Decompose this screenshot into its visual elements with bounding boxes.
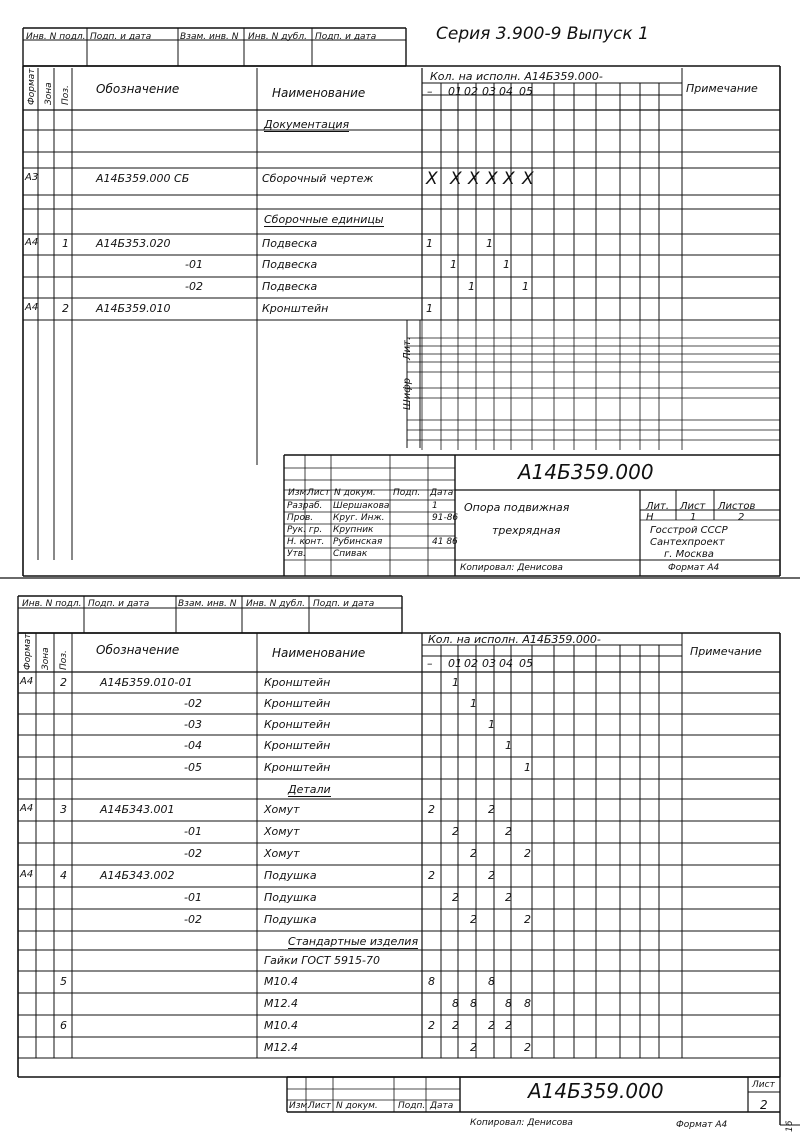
copied-by-2: Копировал: Денисова [470, 1118, 573, 1128]
tb-col-list: Лист [307, 488, 330, 498]
head-designation: Обозначение [96, 82, 180, 96]
qty-cell: 1 [426, 302, 433, 315]
variant2-5: 05 [519, 657, 533, 670]
row2-format: А4 [20, 803, 34, 814]
row2-format: А4 [20, 869, 34, 880]
row2-pos: 3 [60, 803, 67, 816]
side-lit: Лит. [402, 336, 413, 360]
qty2-cell: 1 [470, 697, 477, 710]
row2-pos: 2 [60, 676, 67, 689]
qty-cell: X [486, 169, 498, 189]
row-name: Сборочные единицы [264, 213, 384, 226]
series-label: Серия 3.900-9 Выпуск 1 [436, 24, 649, 44]
tb2-sheet: 2 [760, 1098, 768, 1112]
tb-person: Рубинская [333, 537, 383, 547]
tb-role: Н. конт. [287, 537, 325, 547]
tb-title-2: трехрядная [492, 524, 561, 537]
qty2-cell: 2 [505, 891, 512, 904]
qty-cell: X [468, 169, 480, 189]
row-designation: -02 [185, 280, 203, 293]
tb-col-data: Дата [430, 488, 454, 498]
tb-org-1: Госстрой СССР [650, 525, 728, 536]
row2-designation: -01 [184, 891, 202, 904]
tb-person: Круг. Инж. [333, 513, 385, 523]
row-name: Сборочный чертеж [262, 172, 374, 185]
strip2-inv-dubl: Инв. N дубл. [246, 599, 305, 609]
qty2-cell: 8 [428, 975, 435, 988]
qty2-cell: 2 [488, 1019, 495, 1032]
row-pos: 1 [62, 237, 69, 250]
row2-name: М10.4 [264, 1019, 298, 1032]
row-name: Подвеска [262, 237, 318, 250]
side-cipher: Шифр [402, 377, 413, 410]
head-pos: Поз. [61, 85, 71, 105]
qty-cell: 1 [503, 258, 510, 271]
tb-col-ndoc: N докум. [334, 488, 376, 498]
variant-2: 02 [464, 85, 478, 98]
row-name: Подвеска [262, 258, 318, 271]
row-format: А3 [25, 172, 39, 183]
qty-cell: 1 [426, 237, 433, 250]
qty2-cell: 1 [488, 718, 495, 731]
row2-name: Стандартные изделия [288, 935, 419, 948]
row2-name: Кронштейн [264, 718, 331, 731]
qty2-cell: 8 [488, 975, 495, 988]
variant2-4: 04 [499, 657, 513, 670]
row2-name: Кронштейн [264, 697, 331, 710]
strip-podp-data: Подп. и дата [90, 32, 152, 42]
doc-number-2: А14Б359.000 [528, 1079, 664, 1103]
qty2-cell: 2 [452, 891, 459, 904]
variant-0: – [427, 85, 433, 98]
tb-lit-label: Лит. [646, 501, 670, 512]
strip2-podp-data-2: Подп. и дата [313, 599, 375, 609]
qty2-cell: 2 [488, 803, 495, 816]
tb-sheet-label: Лист [680, 501, 706, 512]
page-number: 16 [785, 1120, 795, 1132]
head2-designation: Обозначение [96, 643, 180, 657]
tb2-col-izm: Изм. [289, 1101, 311, 1111]
row2-name: М10.4 [264, 975, 298, 988]
qty2-cell: 2 [428, 803, 435, 816]
row2-designation: -01 [184, 825, 202, 838]
format-label-1: Формат А4 [668, 563, 720, 573]
row2-name: Кронштейн [264, 676, 331, 689]
tb-date: 1 [432, 501, 438, 511]
qty2-cell: 8 [470, 997, 477, 1010]
row2-name: Подушка [264, 869, 317, 882]
format-label-2: Формат А4 [676, 1120, 728, 1130]
row2-name: М12.4 [264, 997, 298, 1010]
tb-person: Спивак [333, 549, 368, 559]
head-format: Формат [27, 68, 37, 105]
qty2-cell: 2 [488, 869, 495, 882]
row2-name: М12.4 [264, 1041, 298, 1054]
tb2-col-ndoc: N докум. [336, 1101, 378, 1111]
qty-cell: X [426, 169, 438, 189]
qty-cell: 1 [450, 258, 457, 271]
head-qty: Кол. на исполн. А14Б359.000- [430, 70, 603, 83]
tb-role: Разраб. [287, 501, 323, 511]
row2-designation: -03 [184, 718, 202, 731]
head2-pos: Поз. [59, 650, 69, 670]
tb-role: Пров. [287, 513, 314, 523]
row-pos: 2 [62, 302, 69, 315]
row2-pos: 5 [60, 975, 67, 988]
qty2-cell: 2 [470, 913, 477, 926]
row2-name: Детали [288, 783, 331, 796]
row2-designation: -02 [184, 697, 202, 710]
strip-podp-data-2: Подп. и дата [315, 32, 377, 42]
row2-name: Хомут [264, 825, 300, 838]
tb2-sheet-label: Лист [752, 1080, 775, 1090]
tb-org-2: Сантехпроект [650, 537, 725, 548]
tb-title-1: Опора подвижная [464, 501, 570, 514]
head2-qty: Кол. на исполн. А14Б359.000- [428, 633, 601, 646]
tb-col-izm: Изм. [288, 488, 310, 498]
tb-lit: Н [646, 512, 654, 523]
strip-inv-podl: Инв. N подл. [26, 32, 86, 42]
tb-person: Шершакова [333, 501, 390, 511]
variant2-0: – [427, 657, 433, 670]
row-name: Документация [264, 118, 350, 131]
row2-pos: 4 [60, 869, 67, 882]
strip-inv-dubl: Инв. N дубл. [248, 32, 307, 42]
head2-name: Наименование [272, 646, 366, 660]
row-format: А4 [25, 302, 39, 313]
qty2-cell: 2 [428, 1019, 435, 1032]
qty2-cell: 2 [470, 1041, 477, 1054]
qty2-cell: 8 [505, 997, 512, 1010]
row2-name: Кронштейн [264, 761, 331, 774]
strip2-inv-podl: Инв. N подл. [22, 599, 82, 609]
head-name: Наименование [272, 86, 366, 100]
tb-org-3: г. Москва [664, 549, 714, 560]
qty-cell: X [522, 169, 534, 189]
row2-designation: -02 [184, 913, 202, 926]
row2-designation: А14Б359.010-01 [100, 676, 193, 689]
qty2-cell: 2 [524, 847, 531, 860]
qty2-cell: 2 [428, 869, 435, 882]
tb2-col-podp: Подп. [398, 1101, 426, 1111]
variant2-1: 01 [448, 657, 462, 670]
row-format: А4 [25, 237, 39, 248]
variant2-3: 03 [482, 657, 496, 670]
head2-format: Формат [23, 633, 33, 670]
variant-1: 01 [448, 85, 462, 98]
tb-col-podp: Подп. [393, 488, 421, 498]
doc-number: А14Б359.000 [518, 460, 654, 484]
row2-designation: -05 [184, 761, 202, 774]
qty2-cell: 2 [524, 1041, 531, 1054]
row2-name: Хомут [264, 847, 300, 860]
qty2-cell: 1 [452, 676, 459, 689]
strip-vzam-inv: Взам. инв. N [180, 32, 239, 42]
row2-format: А4 [20, 676, 34, 687]
qty2-cell: 2 [505, 825, 512, 838]
qty-cell: 1 [522, 280, 529, 293]
tb-role: Утв. [287, 549, 306, 559]
tb-sheets-label: Листов [718, 501, 756, 512]
qty2-cell: 8 [524, 997, 531, 1010]
qty2-cell: 2 [452, 825, 459, 838]
strip2-podp-data: Подп. и дата [88, 599, 150, 609]
tb-person: Крупник [333, 525, 374, 535]
row2-name: Гайки ГОСТ 5915-70 [264, 954, 380, 967]
qty2-cell: 2 [452, 1019, 459, 1032]
row-name: Подвеска [262, 280, 318, 293]
tb2-col-list: Лист [308, 1101, 331, 1111]
row2-name: Подушка [264, 891, 317, 904]
tb2-col-data: Дата [430, 1101, 454, 1111]
qty-cell: 1 [486, 237, 493, 250]
qty-cell: 1 [468, 280, 475, 293]
strip2-vzam-inv: Взам. инв. N [178, 599, 237, 609]
qty2-cell: 2 [470, 847, 477, 860]
head-zone: Зона [44, 82, 54, 105]
variant-4: 04 [499, 85, 513, 98]
row-designation: -01 [185, 258, 203, 271]
qty2-cell: 2 [505, 1019, 512, 1032]
variant-3: 03 [482, 85, 496, 98]
row2-designation: А14Б343.001 [100, 803, 175, 816]
row2-name: Кронштейн [264, 739, 331, 752]
tb-date: 41 86 [432, 537, 458, 547]
qty-cell: X [503, 169, 515, 189]
qty2-cell: 2 [524, 913, 531, 926]
row2-name: Подушка [264, 913, 317, 926]
qty-cell: X [450, 169, 462, 189]
copied-by-1: Копировал: Денисова [460, 563, 563, 573]
qty2-cell: 1 [505, 739, 512, 752]
variant2-2: 02 [464, 657, 478, 670]
row-designation: А14Б359.000 СБ [96, 172, 190, 185]
head2-note: Примечание [690, 645, 762, 658]
tb-sheet: 1 [690, 512, 697, 523]
row2-pos: 6 [60, 1019, 67, 1032]
row2-name: Хомут [264, 803, 300, 816]
row-designation: А14Б353.020 [96, 237, 171, 250]
qty2-cell: 1 [524, 761, 531, 774]
tb-sheets: 2 [738, 512, 745, 523]
qty2-cell: 8 [452, 997, 459, 1010]
head2-zone: Зона [41, 647, 51, 670]
tb-role: Рук. гр. [287, 525, 323, 535]
row2-designation: -02 [184, 847, 202, 860]
tb-date: 91-86 [432, 513, 459, 523]
row2-designation: А14Б343.002 [100, 869, 175, 882]
row-designation: А14Б359.010 [96, 302, 171, 315]
row-name: Кронштейн [262, 302, 329, 315]
variant-5: 05 [519, 85, 533, 98]
head-note: Примечание [686, 82, 758, 95]
row2-designation: -04 [184, 739, 202, 752]
